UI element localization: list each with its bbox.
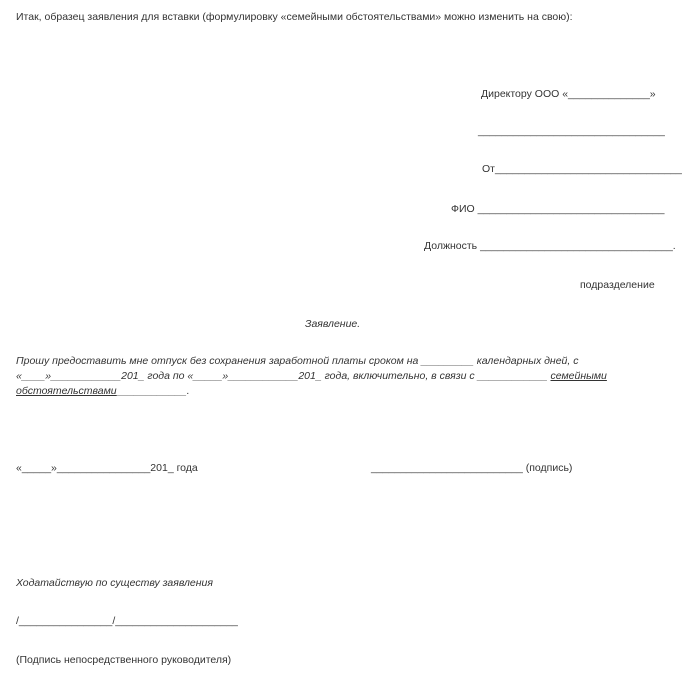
intro-text: Итак, образец заявления для вставки (формулировку «семейными обстоятельствами» можно изменить на свою):: [16, 11, 573, 23]
approval-fields: /________________/_____________________: [16, 615, 238, 627]
from-line: От________________________________: [482, 163, 682, 175]
fio-line: ФИО ________________________________: [451, 203, 665, 215]
approval-note: (Подпись непосредственного руководителя): [16, 654, 232, 666]
request-end: ____________.: [116, 385, 190, 397]
signature-line: __________________________ (подпись): [371, 462, 573, 474]
position-line: Должность _________________________________.: [424, 240, 676, 252]
department-label: подразделение: [580, 279, 655, 291]
director-line: Директору ООО «______________»: [481, 88, 656, 100]
company-line: ________________________________: [478, 125, 665, 137]
request-line-2: [16, 370, 607, 383]
reason-word-1: семейными: [550, 370, 607, 382]
request-line-1: Прошу предоставить мне отпуск без сохранения заработной платы сроком на _________ календарных дней, с: [16, 355, 579, 367]
approval-label: Ходатайствую по существу заявления: [16, 577, 213, 589]
reason-word-2: обстоятельствами: [16, 385, 117, 397]
request-line-3: [16, 385, 190, 398]
request-dates: «____»____________201_ года по «_____»____________201_ года, включительно, в связи с ____________: [16, 370, 551, 382]
document-title: Заявление.: [305, 318, 361, 330]
date-line: «_____»________________201_ года: [16, 462, 198, 474]
